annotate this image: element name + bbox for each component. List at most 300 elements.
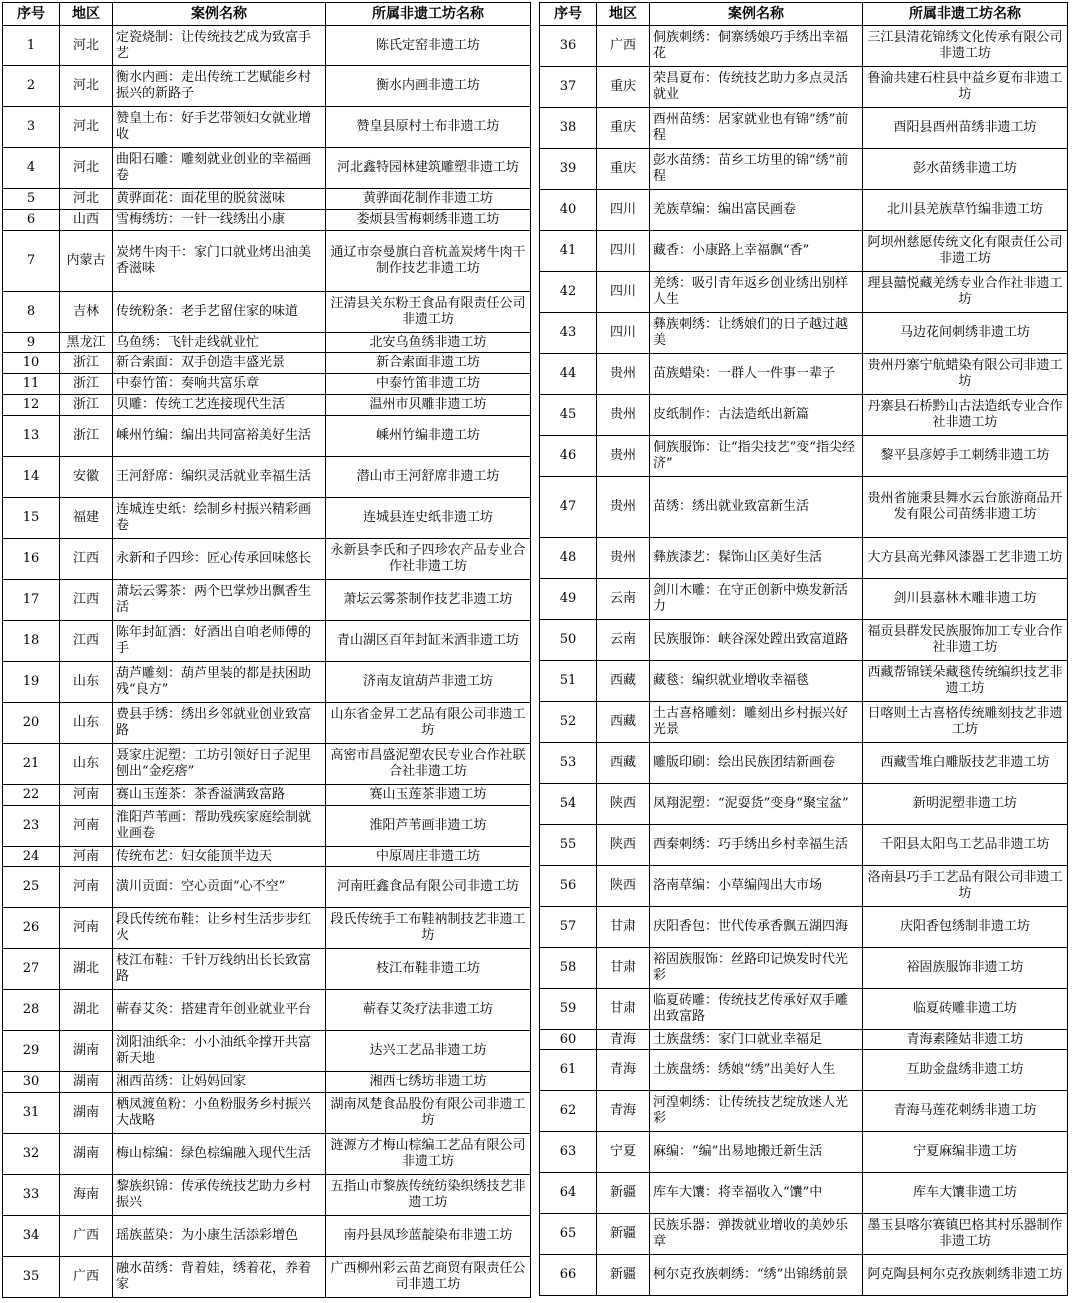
table-row xyxy=(3,744,531,785)
cell-workshop-name: 潜山市王河舒席非遗工坊 xyxy=(326,457,531,498)
table-row xyxy=(540,784,1068,825)
cell-region: 山东 xyxy=(60,744,113,785)
cell-workshop-name: 枝江布鞋非遗工坊 xyxy=(326,949,531,990)
cell-workshop-name: 马边花间刺绣非遗工坊 xyxy=(863,313,1068,354)
cell-region: 湖南 xyxy=(60,1072,113,1093)
cell-case-name: 中泰竹笛：奏响共富乐章 xyxy=(113,374,326,395)
cell-workshop-name: 洛南县巧手工艺品有限公司非遗工坊 xyxy=(863,866,1068,907)
cell-workshop-name: 贵州丹寨宁航蜡染有限公司非遗工坊 xyxy=(863,354,1068,395)
cell-case-name: 陈年封缸酒：好酒出自咱老师傅的手 xyxy=(113,621,326,662)
cell-case-name: 侗族服饰：让“指尖技艺”变“指尖经济” xyxy=(650,436,863,477)
cell-serial-number: 48 xyxy=(540,538,597,579)
case-table-right xyxy=(539,2,1068,1296)
cell-region: 陕西 xyxy=(597,825,650,866)
cell-serial-number: 23 xyxy=(3,806,60,847)
cell-region: 河北 xyxy=(60,66,113,107)
cell-workshop-name: 北川县羌族草竹编非遗工坊 xyxy=(863,190,1068,231)
cell-serial-number: 32 xyxy=(3,1134,60,1175)
cell-workshop-name: 达兴工艺品非遗工坊 xyxy=(326,1031,531,1072)
cell-region: 甘肃 xyxy=(597,948,650,989)
cell-workshop-name: 青海素隆姑非遗工坊 xyxy=(863,1030,1068,1050)
cell-serial-number: 39 xyxy=(540,149,597,190)
cell-case-name: 柯尔克孜族刺绣：“绣”出锦绣前景 xyxy=(650,1255,863,1296)
cell-serial-number: 11 xyxy=(3,374,60,395)
cell-region: 青海 xyxy=(597,1091,650,1132)
cell-region: 贵州 xyxy=(597,436,650,477)
cell-serial-number: 14 xyxy=(3,457,60,498)
cell-case-name: 栖凤渡鱼粉：小鱼粉服务乡村振兴大战略 xyxy=(113,1093,326,1134)
table-row xyxy=(540,1030,1068,1050)
table-row xyxy=(3,949,531,990)
cell-region: 重庆 xyxy=(597,149,650,190)
cell-serial-number: 31 xyxy=(3,1093,60,1134)
cell-workshop-name: 庆阳香包绣制非遗工坊 xyxy=(863,907,1068,948)
cell-case-name: 洛南草编：小草编闯出大市场 xyxy=(650,866,863,907)
cell-case-name: 彝族漆艺：髹饰山区美好生活 xyxy=(650,538,863,579)
cell-serial-number: 38 xyxy=(540,108,597,149)
table-row xyxy=(3,498,531,539)
cell-region: 安徽 xyxy=(60,457,113,498)
cell-region: 浙江 xyxy=(60,374,113,395)
cell-region: 新疆 xyxy=(597,1214,650,1255)
cell-workshop-name: 赛山玉莲茶非遗工坊 xyxy=(326,785,531,806)
cell-case-name: 黎族织锦：传承传统技艺助力乡村振兴 xyxy=(113,1175,326,1216)
cell-serial-number: 10 xyxy=(3,353,60,374)
cell-case-name: 曲阳石雕：雕刻就业创业的幸福画卷 xyxy=(113,148,326,189)
cell-workshop-name: 河南旺鑫食品有限公司非遗工坊 xyxy=(326,867,531,908)
cell-case-name: 费县手绣：绣出乡邻就业创业致富路 xyxy=(113,703,326,744)
cell-serial-number: 21 xyxy=(3,744,60,785)
cell-case-name: 雪梅绣坊：一针一线绣出小康 xyxy=(113,210,326,231)
table-row xyxy=(3,26,531,66)
cell-case-name: 湘西苗绣：让妈妈回家 xyxy=(113,1072,326,1093)
cell-workshop-name: 萧坛云雾茶制作技艺非遗工坊 xyxy=(326,580,531,621)
cell-case-name: 传统布艺：妇女能顶半边天 xyxy=(113,847,326,867)
cell-region: 内蒙古 xyxy=(60,231,113,292)
table-row xyxy=(3,210,531,231)
cell-region: 广西 xyxy=(60,1216,113,1257)
cell-case-name: 黄骅面花：面花里的脱贫滋味 xyxy=(113,189,326,210)
cell-serial-number: 60 xyxy=(540,1030,597,1050)
cell-region: 贵州 xyxy=(597,395,650,436)
table-row xyxy=(540,1255,1068,1296)
cell-serial-number: 35 xyxy=(3,1257,60,1298)
cell-workshop-name: 中原周庄非遗工坊 xyxy=(326,847,531,867)
table-row xyxy=(3,806,531,847)
cell-workshop-name: 济南友谊葫芦非遗工坊 xyxy=(326,662,531,703)
table-row xyxy=(3,867,531,908)
cell-case-name: 民族乐器：弹拨就业增收的美妙乐章 xyxy=(650,1214,863,1255)
table-row xyxy=(3,580,531,621)
cell-region: 青海 xyxy=(597,1030,650,1050)
cell-region: 宁夏 xyxy=(597,1132,650,1173)
cell-workshop-name: 西藏帮锦镁朵藏毯传统编织技艺非遗工坊 xyxy=(863,661,1068,702)
cell-region: 山东 xyxy=(60,662,113,703)
table-row xyxy=(3,1031,531,1072)
cell-case-name: 段氏传统布鞋：让乡村生活步步红火 xyxy=(113,908,326,949)
cell-workshop-name: 通辽市奈曼旗白音杭盖炭烤牛肉干制作技艺非遗工坊 xyxy=(326,231,531,292)
cell-region: 海南 xyxy=(60,1175,113,1216)
cell-region: 黑龙江 xyxy=(60,333,113,353)
cell-serial-number: 56 xyxy=(540,866,597,907)
cell-case-name: 侗族刺绣：侗寨绣娘巧手绣出幸福花 xyxy=(650,26,863,67)
cell-workshop-name: 千阳县太阳鸟工艺品非遗工坊 xyxy=(863,825,1068,866)
table-row xyxy=(3,662,531,703)
cell-region: 陕西 xyxy=(597,866,650,907)
header-workshop-name: 所属非遗工坊名称 xyxy=(863,3,1068,26)
table-row xyxy=(3,66,531,107)
cell-serial-number: 5 xyxy=(3,189,60,210)
table-row xyxy=(540,26,1068,67)
cell-workshop-name: 山东省金昇工艺品有限公司非遗工坊 xyxy=(326,703,531,744)
table-row xyxy=(3,374,531,395)
cell-case-name: 藏毯：编织就业增收幸福毯 xyxy=(650,661,863,702)
cell-serial-number: 3 xyxy=(3,107,60,148)
cell-region: 吉林 xyxy=(60,292,113,333)
table-row xyxy=(3,703,531,744)
cell-serial-number: 57 xyxy=(540,907,597,948)
cell-region: 浙江 xyxy=(60,395,113,416)
cell-serial-number: 51 xyxy=(540,661,597,702)
cell-region: 河南 xyxy=(60,847,113,867)
cell-serial-number: 52 xyxy=(540,702,597,743)
table-row xyxy=(3,292,531,333)
table-row xyxy=(3,395,531,416)
cell-workshop-name: 五指山市黎族传统纺染织绣技艺非遗工坊 xyxy=(326,1175,531,1216)
cell-serial-number: 16 xyxy=(3,539,60,580)
cell-serial-number: 33 xyxy=(3,1175,60,1216)
cell-workshop-name: 临夏砖雕非遗工坊 xyxy=(863,989,1068,1030)
cell-workshop-name: 嵊州竹编非遗工坊 xyxy=(326,416,531,457)
cell-serial-number: 17 xyxy=(3,580,60,621)
cell-serial-number: 46 xyxy=(540,436,597,477)
cell-workshop-name: 黄骅面花制作非遗工坊 xyxy=(326,189,531,210)
cell-region: 山西 xyxy=(60,210,113,231)
table-row xyxy=(540,67,1068,108)
table-row xyxy=(540,702,1068,743)
cell-case-name: 乌鱼绣：飞针走线就业忙 xyxy=(113,333,326,353)
cell-region: 江西 xyxy=(60,539,113,580)
cell-workshop-name: 青山湖区百年封缸米酒非遗工坊 xyxy=(326,621,531,662)
cell-case-name: 融水苗绣：背着娃，绣着花，养着家 xyxy=(113,1257,326,1298)
table-row xyxy=(540,1091,1068,1132)
cell-case-name: 剑川木雕：在守正创新中焕发新活力 xyxy=(650,579,863,620)
cell-case-name: 河湟刺绣：让传统技艺绽放迷人光彩 xyxy=(650,1091,863,1132)
cell-case-name: 衡水内画：走出传统工艺赋能乡村振兴的新路子 xyxy=(113,66,326,107)
header-serial-number: 序号 xyxy=(540,3,597,26)
cell-serial-number: 49 xyxy=(540,579,597,620)
cell-workshop-name: 剑川县嘉林木雕非遗工坊 xyxy=(863,579,1068,620)
cell-serial-number: 54 xyxy=(540,784,597,825)
cell-workshop-name: 淮阳芦苇画非遗工坊 xyxy=(326,806,531,847)
table-row xyxy=(540,1050,1068,1091)
cell-region: 新疆 xyxy=(597,1255,650,1296)
table-row xyxy=(540,395,1068,436)
cell-serial-number: 53 xyxy=(540,743,597,784)
header-case-name: 案例名称 xyxy=(113,3,326,26)
cell-region: 江西 xyxy=(60,621,113,662)
cell-serial-number: 18 xyxy=(3,621,60,662)
cell-case-name: 皮纸制作：古法造纸出新篇 xyxy=(650,395,863,436)
cell-workshop-name: 连城县连史纸非遗工坊 xyxy=(326,498,531,539)
table-header-row xyxy=(3,3,531,26)
cell-workshop-name: 广西柳州彩云苗艺商贸有限责任公司非遗工坊 xyxy=(326,1257,531,1298)
cell-workshop-name: 蕲春艾灸疗法非遗工坊 xyxy=(326,990,531,1031)
table-row xyxy=(540,149,1068,190)
cell-workshop-name: 青海马莲花刺绣非遗工坊 xyxy=(863,1091,1068,1132)
cell-workshop-name: 南丹县凤珍蓝靛染布非遗工坊 xyxy=(326,1216,531,1257)
cell-case-name: 羌绣：吸引青年返乡创业绣出别样人生 xyxy=(650,272,863,313)
table-row xyxy=(540,313,1068,354)
cell-case-name: 瑶族蓝染：为小康生活添彩增色 xyxy=(113,1216,326,1257)
table-row xyxy=(3,353,531,374)
cell-region: 湖北 xyxy=(60,949,113,990)
cell-serial-number: 9 xyxy=(3,333,60,353)
cell-serial-number: 63 xyxy=(540,1132,597,1173)
cell-case-name: 苗族蜡染：一群人一件事一辈子 xyxy=(650,354,863,395)
cell-case-name: 赞皇土布：好手艺带领妇女就业增收 xyxy=(113,107,326,148)
cell-region: 重庆 xyxy=(597,67,650,108)
cell-case-name: 嵊州竹编：编出共同富裕美好生活 xyxy=(113,416,326,457)
table-row xyxy=(540,989,1068,1030)
table-row xyxy=(540,907,1068,948)
cell-region: 西藏 xyxy=(597,661,650,702)
cell-case-name: 荣昌夏布：传统技艺助力多点灵活就业 xyxy=(650,67,863,108)
table-row xyxy=(540,661,1068,702)
cell-case-name: 羌族草编：编出富民画卷 xyxy=(650,190,863,231)
table-row xyxy=(3,1072,531,1093)
table-row xyxy=(3,621,531,662)
cell-case-name: 西秦刺绣：巧手绣出乡村幸福生活 xyxy=(650,825,863,866)
cell-workshop-name: 娄烦县雪梅刺绣非遗工坊 xyxy=(326,210,531,231)
table-row xyxy=(3,231,531,292)
cell-case-name: 连城连史纸：绘制乡村振兴精彩画卷 xyxy=(113,498,326,539)
cell-workshop-name: 赞皇县原村土布非遗工坊 xyxy=(326,107,531,148)
cell-region: 河北 xyxy=(60,26,113,66)
cell-region: 河南 xyxy=(60,867,113,908)
table-row xyxy=(540,354,1068,395)
cell-workshop-name: 黎平县彦婷手工刺绣非遗工坊 xyxy=(863,436,1068,477)
table-row xyxy=(540,231,1068,272)
cell-workshop-name: 永新县李氏和子四珍农产品专业合作社非遗工坊 xyxy=(326,539,531,580)
cell-serial-number: 28 xyxy=(3,990,60,1031)
cell-serial-number: 2 xyxy=(3,66,60,107)
cell-serial-number: 37 xyxy=(540,67,597,108)
table-row xyxy=(3,107,531,148)
cell-serial-number: 25 xyxy=(3,867,60,908)
cell-serial-number: 44 xyxy=(540,354,597,395)
cell-case-name: 库车大馕：将幸福收入“馕”中 xyxy=(650,1173,863,1214)
cell-serial-number: 58 xyxy=(540,948,597,989)
cell-serial-number: 15 xyxy=(3,498,60,539)
table-header-row xyxy=(540,3,1068,26)
cell-serial-number: 65 xyxy=(540,1214,597,1255)
table-row xyxy=(3,416,531,457)
cell-case-name: 永新和子四珍：匠心传承回味悠长 xyxy=(113,539,326,580)
cell-case-name: 藏香：小康路上幸福飘“香” xyxy=(650,231,863,272)
cell-case-name: 新合索面：双手创造丰盛光景 xyxy=(113,353,326,374)
cell-case-name: 传统粉条：老手艺留住家的味道 xyxy=(113,292,326,333)
table-row xyxy=(540,272,1068,313)
table-row xyxy=(3,148,531,189)
cell-case-name: 彭水苗绣：苗乡工坊里的锦“绣”前程 xyxy=(650,149,863,190)
cell-region: 陕西 xyxy=(597,784,650,825)
cell-region: 湖南 xyxy=(60,1031,113,1072)
cell-serial-number: 27 xyxy=(3,949,60,990)
cell-case-name: 葫芦雕刻：葫芦里装的都是扶困助残“良方” xyxy=(113,662,326,703)
cell-case-name: 民族服饰：峡谷深处蹚出致富道路 xyxy=(650,620,863,661)
cell-region: 四川 xyxy=(597,190,650,231)
cell-serial-number: 24 xyxy=(3,847,60,867)
cell-serial-number: 36 xyxy=(540,26,597,67)
cell-case-name: 蕲春艾灸：搭建青年创业就业平台 xyxy=(113,990,326,1031)
cell-serial-number: 4 xyxy=(3,148,60,189)
cell-case-name: 土族盘绣：绣娘“绣”出美好人生 xyxy=(650,1050,863,1091)
cell-region: 贵州 xyxy=(597,538,650,579)
table-row xyxy=(3,1134,531,1175)
cell-case-name: 贝雕：传统工艺连接现代生活 xyxy=(113,395,326,416)
cell-serial-number: 42 xyxy=(540,272,597,313)
table-row xyxy=(3,990,531,1031)
cell-region: 新疆 xyxy=(597,1173,650,1214)
cell-serial-number: 34 xyxy=(3,1216,60,1257)
table-row xyxy=(540,866,1068,907)
table-row xyxy=(3,1175,531,1216)
cell-case-name: 枝江布鞋：千针万线纳出长长致富路 xyxy=(113,949,326,990)
cell-serial-number: 22 xyxy=(3,785,60,806)
cell-workshop-name: 丹寨县石桥黔山古法造纸专业合作社非遗工坊 xyxy=(863,395,1068,436)
table-row xyxy=(540,825,1068,866)
cell-workshop-name: 宁夏麻编非遗工坊 xyxy=(863,1132,1068,1173)
cell-region: 四川 xyxy=(597,272,650,313)
cell-region: 福建 xyxy=(60,498,113,539)
cell-region: 青海 xyxy=(597,1050,650,1091)
table-row xyxy=(3,1216,531,1257)
cell-region: 四川 xyxy=(597,313,650,354)
table-row xyxy=(3,1093,531,1134)
cell-workshop-name: 湘西七绣坊非遗工坊 xyxy=(326,1072,531,1093)
table-row xyxy=(540,1173,1068,1214)
cell-case-name: 赛山玉莲茶：茶香溢满致富路 xyxy=(113,785,326,806)
cell-workshop-name: 高密市昌盛泥塑农民专业合作社联合社非遗工坊 xyxy=(326,744,531,785)
cell-case-name: 萧坛云雾茶：两个巴掌炒出飘香生活 xyxy=(113,580,326,621)
table-row xyxy=(3,785,531,806)
table-row xyxy=(3,539,531,580)
cell-region: 河北 xyxy=(60,189,113,210)
cell-case-name: 酉州苗绣：居家就业也有锦“绣”前程 xyxy=(650,108,863,149)
cell-workshop-name: 彭水苗绣非遗工坊 xyxy=(863,149,1068,190)
cell-workshop-name: 新明泥塑非遗工坊 xyxy=(863,784,1068,825)
cell-region: 云南 xyxy=(597,579,650,620)
cell-case-name: 麻编：“编”出易地搬迁新生活 xyxy=(650,1132,863,1173)
cell-region: 广西 xyxy=(597,26,650,67)
cell-serial-number: 13 xyxy=(3,416,60,457)
cell-workshop-name: 库车大馕非遗工坊 xyxy=(863,1173,1068,1214)
table-row xyxy=(540,1132,1068,1173)
table-row xyxy=(540,579,1068,620)
cell-region: 山东 xyxy=(60,703,113,744)
cell-case-name: 炭烤牛肉干：家门口就业烤出油美香滋味 xyxy=(113,231,326,292)
table-row xyxy=(540,620,1068,661)
table-row xyxy=(3,333,531,353)
cell-workshop-name: 段氏传统手工布鞋衲制技艺非遗工坊 xyxy=(326,908,531,949)
table-row xyxy=(540,477,1068,538)
cell-case-name: 浏阳油纸伞：小小油纸伞撑开共富新天地 xyxy=(113,1031,326,1072)
cell-workshop-name: 贵州省施秉县舞水云台旅游商品开发有限公司苗绣非遗工坊 xyxy=(863,477,1068,538)
cell-serial-number: 62 xyxy=(540,1091,597,1132)
cell-serial-number: 61 xyxy=(540,1050,597,1091)
cell-region: 贵州 xyxy=(597,477,650,538)
cell-region: 河南 xyxy=(60,806,113,847)
cell-workshop-name: 温州市贝雕非遗工坊 xyxy=(326,395,531,416)
cell-case-name: 梅山棕编：绿色棕编融入现代生活 xyxy=(113,1134,326,1175)
cell-serial-number: 64 xyxy=(540,1173,597,1214)
cell-workshop-name: 汪清县关东粉王食品有限责任公司非遗工坊 xyxy=(326,292,531,333)
cell-workshop-name: 理县囍悦藏羌绣专业合作社非遗工坊 xyxy=(863,272,1068,313)
cell-workshop-name: 互助金盘绣非遗工坊 xyxy=(863,1050,1068,1091)
cell-workshop-name: 酉阳县酉州苗绣非遗工坊 xyxy=(863,108,1068,149)
cell-case-name: 土族盘绣：家门口就业幸福足 xyxy=(650,1030,863,1050)
cell-region: 湖南 xyxy=(60,1134,113,1175)
cell-case-name: 裕固族服饰：丝路印记焕发时代光彩 xyxy=(650,948,863,989)
cell-region: 西藏 xyxy=(597,743,650,784)
cell-region: 贵州 xyxy=(597,354,650,395)
cell-case-name: 临夏砖雕：传统技艺传承好双手雕出致富路 xyxy=(650,989,863,1030)
cell-region: 江西 xyxy=(60,580,113,621)
table-row xyxy=(3,908,531,949)
cell-workshop-name: 河北鑫特园林建筑雕塑非遗工坊 xyxy=(326,148,531,189)
table-row xyxy=(3,189,531,210)
cell-workshop-name: 衡水内画非遗工坊 xyxy=(326,66,531,107)
header-case-name: 案例名称 xyxy=(650,3,863,26)
table-row xyxy=(540,743,1068,784)
cell-workshop-name: 中泰竹笛非遗工坊 xyxy=(326,374,531,395)
case-table-left xyxy=(2,2,531,1298)
cell-serial-number: 20 xyxy=(3,703,60,744)
cell-serial-number: 12 xyxy=(3,395,60,416)
cell-region: 河南 xyxy=(60,785,113,806)
cell-serial-number: 41 xyxy=(540,231,597,272)
cell-region: 西藏 xyxy=(597,702,650,743)
cell-serial-number: 26 xyxy=(3,908,60,949)
cell-case-name: 淮阳芦苇画：帮助残疾家庭绘制就业画卷 xyxy=(113,806,326,847)
cell-workshop-name: 大方县高光彝风漆器工艺非遗工坊 xyxy=(863,538,1068,579)
header-workshop-name: 所属非遗工坊名称 xyxy=(326,3,531,26)
cell-region: 湖北 xyxy=(60,990,113,1031)
cell-workshop-name: 涟源方才梅山棕编工艺品有限公司非遗工坊 xyxy=(326,1134,531,1175)
cell-region: 重庆 xyxy=(597,108,650,149)
cell-workshop-name: 新合索面非遗工坊 xyxy=(326,353,531,374)
cell-case-name: 苗绣：绣出就业致富新生活 xyxy=(650,477,863,538)
cell-workshop-name: 鲁渝共建石柱县中益乡夏布非遗工坊 xyxy=(863,67,1068,108)
table-body-left xyxy=(3,26,531,1298)
cell-serial-number: 66 xyxy=(540,1255,597,1296)
cell-region: 四川 xyxy=(597,231,650,272)
cell-workshop-name: 西藏雪堆白雕版技艺非遗工坊 xyxy=(863,743,1068,784)
header-region: 地区 xyxy=(60,3,113,26)
cell-serial-number: 30 xyxy=(3,1072,60,1093)
cell-case-name: 雕版印刷：绘出民族团结新画卷 xyxy=(650,743,863,784)
cell-workshop-name: 陈氏定窑非遗工坊 xyxy=(326,26,531,66)
cell-case-name: 彝族刺绣：让绣娘们的日子越过越美 xyxy=(650,313,863,354)
cell-serial-number: 59 xyxy=(540,989,597,1030)
cell-case-name: 庆阳香包：世代传承香飘五湖四海 xyxy=(650,907,863,948)
cell-serial-number: 43 xyxy=(540,313,597,354)
cell-workshop-name: 湖南凤楚食品股份有限公司非遗工坊 xyxy=(326,1093,531,1134)
cell-case-name: 定瓷烧制：让传统技艺成为致富手艺 xyxy=(113,26,326,66)
cell-workshop-name: 北安乌鱼绣非遗工坊 xyxy=(326,333,531,353)
table-row xyxy=(540,1214,1068,1255)
